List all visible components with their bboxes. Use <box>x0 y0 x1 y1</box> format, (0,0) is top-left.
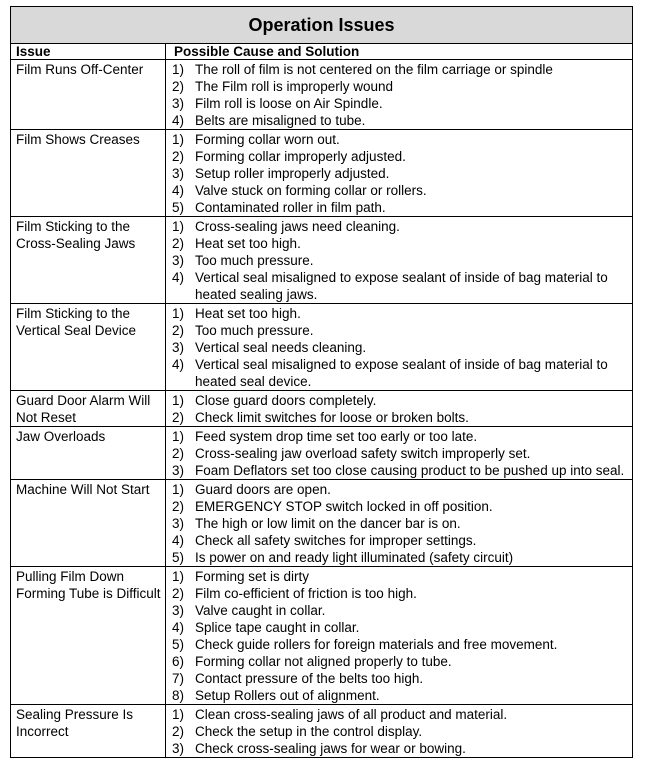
item-number: 2) <box>172 236 185 251</box>
issue-cell: Film Shows Creases <box>11 130 166 217</box>
solution-list <box>172 218 630 303</box>
solution-cell <box>166 391 633 427</box>
item-text: Vertical seal needs cleaning. <box>195 340 367 355</box>
solution-list <box>172 481 630 566</box>
operation-issues-table <box>10 6 633 758</box>
item-text: Check guide rollers for foreign materials and free movement. <box>195 637 558 652</box>
item-number: 1) <box>172 132 185 147</box>
solution-item <box>172 653 630 670</box>
item-number: 2) <box>172 499 185 514</box>
solution-item <box>172 568 630 585</box>
item-number: 8) <box>172 688 185 703</box>
item-number: 2) <box>172 410 185 425</box>
solution-item <box>172 182 630 199</box>
issue-cell: Sealing Pressure Is Incorrect <box>11 705 166 758</box>
solution-cell <box>166 705 633 758</box>
item-text: Film roll is loose on Air Spindle. <box>195 96 383 111</box>
item-text: Is power on and ready light illuminated (safety circuit) <box>195 550 514 565</box>
solution-item <box>172 356 630 390</box>
item-number: 7) <box>172 671 185 686</box>
solution-item <box>172 322 630 339</box>
solution-item <box>172 148 630 165</box>
solution-item <box>172 670 630 687</box>
solution-list <box>172 305 630 390</box>
solution-cell <box>166 217 633 304</box>
item-text: Forming collar not aligned properly to tube. <box>195 654 452 669</box>
issue-cell: Film Runs Off-Center <box>11 60 166 130</box>
item-text: Too much pressure. <box>195 253 314 268</box>
table-row <box>11 304 633 391</box>
solution-list <box>172 706 630 757</box>
item-text: Forming collar improperly adjusted. <box>195 149 406 164</box>
solution-item <box>172 269 630 303</box>
solution-item <box>172 218 630 235</box>
solution-list <box>172 568 630 704</box>
item-text: Splice tape caught in collar. <box>195 620 360 635</box>
solution-cell <box>166 480 633 567</box>
solution-item <box>172 740 630 757</box>
item-text: Too much pressure. <box>195 323 314 338</box>
solution-cell <box>166 427 633 480</box>
solution-item <box>172 602 630 619</box>
item-text: Close guard doors completely. <box>195 393 377 408</box>
item-text: Feed system drop time set too early or too late. <box>195 429 478 444</box>
solution-item <box>172 515 630 532</box>
item-number: 2) <box>172 149 185 164</box>
issue-cell: Film Sticking to the Cross-Sealing Jaws <box>11 217 166 304</box>
item-text: Contact pressure of the belts too high. <box>195 671 424 686</box>
item-text: Cross-sealing jaws need cleaning. <box>195 219 400 234</box>
solution-item <box>172 636 630 653</box>
item-number: 5) <box>172 200 185 215</box>
item-text: Foam Deflators set too close causing product to be pushed up into seal. <box>195 463 625 478</box>
table-row <box>11 480 633 567</box>
solution-item <box>172 481 630 498</box>
item-number: 5) <box>172 637 185 652</box>
issue-rows <box>11 60 633 758</box>
table-title: Operation Issues <box>11 7 633 44</box>
item-number: 3) <box>172 96 185 111</box>
solution-item <box>172 339 630 356</box>
issue-column-header: Issue <box>11 44 166 60</box>
item-text: Belts are misaligned to tube. <box>195 113 366 128</box>
solution-item <box>172 199 630 216</box>
item-number: 6) <box>172 654 185 669</box>
item-text: The Film roll is improperly wound <box>195 79 394 94</box>
item-number: 1) <box>172 62 185 77</box>
item-number: 3) <box>172 340 185 355</box>
item-text: Setup roller improperly adjusted. <box>195 166 390 181</box>
item-number: 4) <box>172 113 185 128</box>
solution-item <box>172 61 630 78</box>
item-number: 3) <box>172 741 185 756</box>
item-number: 1) <box>172 393 185 408</box>
item-number: 1) <box>172 482 185 497</box>
item-number: 5) <box>172 550 185 565</box>
table-row <box>11 567 633 705</box>
solution-item <box>172 305 630 322</box>
table-row <box>11 391 633 427</box>
item-number: 3) <box>172 463 185 478</box>
solution-item <box>172 428 630 445</box>
item-text: Heat set too high. <box>195 236 301 251</box>
solution-item <box>172 723 630 740</box>
solution-list <box>172 61 630 129</box>
table-row <box>11 705 633 758</box>
item-number: 3) <box>172 516 185 531</box>
item-text: The high or low limit on the dancer bar is on. <box>195 516 461 531</box>
solution-item <box>172 532 630 549</box>
table-row <box>11 60 633 130</box>
solution-item <box>172 619 630 636</box>
item-number: 2) <box>172 724 185 739</box>
solution-column-header: Possible Cause and Solution <box>166 44 633 60</box>
solution-item <box>172 392 630 409</box>
item-number: 4) <box>172 620 185 635</box>
solution-item <box>172 112 630 129</box>
item-text: Check limit switches for loose or broken bolts. <box>195 410 469 425</box>
item-text: Check all safety switches for improper settings. <box>195 533 477 548</box>
item-text: Valve caught in collar. <box>195 603 326 618</box>
solution-cell <box>166 567 633 705</box>
item-number: 1) <box>172 219 185 234</box>
solution-item <box>172 252 630 269</box>
solution-cell <box>166 130 633 217</box>
item-number: 2) <box>172 586 185 601</box>
issue-cell: Guard Door Alarm Will Not Reset <box>11 391 166 427</box>
table-row <box>11 217 633 304</box>
item-text: Vertical seal misaligned to expose sealant of inside of bag material to heated sealing jaws. <box>195 270 608 302</box>
item-number: 4) <box>172 533 185 548</box>
solution-cell <box>166 60 633 130</box>
item-text: Valve stuck on forming collar or rollers. <box>195 183 427 198</box>
table-row <box>11 130 633 217</box>
item-text: Film co-efficient of friction is too high. <box>195 586 417 601</box>
item-text: Contaminated roller in film path. <box>195 200 386 215</box>
item-number: 3) <box>172 166 185 181</box>
item-number: 3) <box>172 603 185 618</box>
table-row <box>11 427 633 480</box>
issue-cell: Jaw Overloads <box>11 427 166 480</box>
solution-item <box>172 78 630 95</box>
solution-item <box>172 235 630 252</box>
issue-cell: Film Sticking to the Vertical Seal Device <box>11 304 166 391</box>
solution-item <box>172 462 630 479</box>
item-text: Cross-sealing jaw overload safety switch improperly set. <box>195 446 531 461</box>
solution-list <box>172 392 630 426</box>
solution-item <box>172 131 630 148</box>
item-text: Forming set is dirty <box>195 569 310 584</box>
item-text: Clean cross-sealing jaws of all product and material. <box>195 707 508 722</box>
solution-item <box>172 706 630 723</box>
solution-list <box>172 428 630 479</box>
solution-list <box>172 131 630 216</box>
solution-item <box>172 409 630 426</box>
issue-cell: Machine Will Not Start <box>11 480 166 567</box>
solution-item <box>172 165 630 182</box>
solution-item <box>172 687 630 704</box>
item-number: 3) <box>172 253 185 268</box>
solution-cell <box>166 304 633 391</box>
item-number: 1) <box>172 306 185 321</box>
item-number: 4) <box>172 183 185 198</box>
item-text: Setup Rollers out of alignment. <box>195 688 380 703</box>
item-number: 4) <box>172 357 185 372</box>
issue-cell: Pulling Film Down Forming Tube is Difficult <box>11 567 166 705</box>
item-number: 2) <box>172 79 185 94</box>
item-text: EMERGENCY STOP switch locked in off position. <box>195 499 493 514</box>
header-row <box>11 44 633 60</box>
item-text: Check cross-sealing jaws for wear or bowing. <box>195 741 466 756</box>
item-text: The roll of film is not centered on the film carriage or spindle <box>195 62 553 77</box>
item-number: 1) <box>172 569 185 584</box>
item-text: Heat set too high. <box>195 306 301 321</box>
item-text: Check the setup in the control display. <box>195 724 423 739</box>
solution-item <box>172 95 630 112</box>
item-text: Vertical seal misaligned to expose sealant of inside of bag material to heated seal device. <box>195 357 608 389</box>
solution-item <box>172 498 630 515</box>
solution-item <box>172 549 630 566</box>
item-text: Guard doors are open. <box>195 482 331 497</box>
item-number: 1) <box>172 429 185 444</box>
solution-item <box>172 585 630 602</box>
solution-item <box>172 445 630 462</box>
item-number: 1) <box>172 707 185 722</box>
item-number: 2) <box>172 446 185 461</box>
item-number: 4) <box>172 270 185 285</box>
item-number: 2) <box>172 323 185 338</box>
item-text: Forming collar worn out. <box>195 132 340 147</box>
